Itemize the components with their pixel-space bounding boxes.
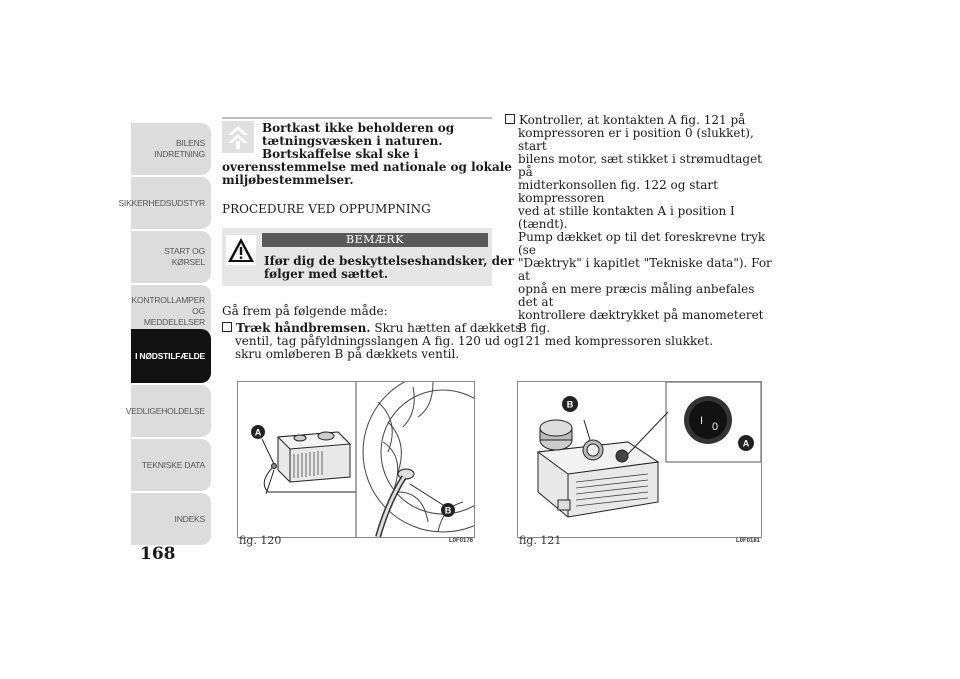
label-b-121: B xyxy=(566,399,574,410)
label-b-120: B xyxy=(444,505,452,516)
switch-label-1: I xyxy=(700,415,704,427)
text-line: "Dæktryk" i kapitlet "Tekniske data"). For at xyxy=(518,256,772,283)
label-a-120: A xyxy=(254,427,262,438)
procedure-heading: PROCEDURE VED OPPUMPNING xyxy=(222,202,431,216)
step-text: Skru hætten af dækkets xyxy=(370,321,522,335)
text-line: tætningsvæsken i naturen. xyxy=(262,134,443,148)
tab-label: SIKKERHEDSUDSTYR xyxy=(118,197,205,208)
tab-vedligeholdelse[interactable] xyxy=(125,385,211,437)
text-line: miljøbestemmelser. xyxy=(222,173,354,187)
note-text xyxy=(264,255,514,281)
tab-i-nodstilfaelde[interactable] xyxy=(131,329,211,383)
figure-121-caption: fig. 121 xyxy=(519,534,562,547)
text-line: overensstemmelse med nationale og lokale xyxy=(222,160,512,174)
tab-tekniske-data[interactable] xyxy=(131,439,211,491)
text-line: 121 med kompressoren slukket. xyxy=(518,334,714,348)
figure-120 xyxy=(237,381,475,538)
tab-label: BILENS xyxy=(175,138,205,148)
switch-label-0: 0 xyxy=(712,421,719,433)
figure-121-code: L0F0181 xyxy=(736,538,761,544)
page-number: 168 xyxy=(140,544,176,564)
text-line: kompressoren er i position 0 (slukket), start xyxy=(518,126,754,153)
text-line: Ifør dig de beskyttelseshandsker, der xyxy=(264,254,514,268)
text-line: Bortkast ikke beholderen og xyxy=(262,121,455,135)
tab-label: START OG KØRSEL xyxy=(164,246,205,267)
text-line: ved at stille kontakten A i position I (tændt). xyxy=(518,204,735,231)
tab-label: INDEKS xyxy=(174,513,205,524)
warning-triangle-icon xyxy=(226,235,256,265)
tab-label: TEKNISKE DATA xyxy=(141,459,205,470)
note-label: BEMÆRK xyxy=(262,233,488,247)
checkbox-bullet-icon xyxy=(505,114,515,124)
intro-text: Gå frem på følgende måde: xyxy=(222,304,388,318)
text-line: Pump dækket op til det foreskrevne tryk (se xyxy=(518,230,766,257)
label-a-121: A xyxy=(742,438,750,449)
tab-label: KONTROLLAMPER xyxy=(131,294,205,305)
checkbox-bullet-icon xyxy=(222,322,232,332)
text-line: kontrollere dæktrykket på manometeret B fig. xyxy=(518,308,764,335)
env-warning-text-cont xyxy=(222,161,512,187)
section-divider xyxy=(222,117,492,119)
env-warning-text xyxy=(262,122,454,161)
text-line: skru omløberen B på dækkets ventil. xyxy=(235,347,460,361)
tab-label: VEDLIGEHOLDELSE xyxy=(125,405,205,416)
tab-label: INDRETNING xyxy=(154,149,205,159)
compressor-switch-illustration xyxy=(518,382,761,537)
figure-120-code: L0F0176 xyxy=(449,538,474,544)
text-line: opnå en mere præcis måling anbefales det at xyxy=(518,282,755,309)
text-line: bilens motor, sæt stikket i strømudtaget på xyxy=(518,152,762,179)
tab-sikkerhedsudstyr[interactable] xyxy=(118,177,211,229)
text-line: midterkonsollen fig. 122 og start kompressoren xyxy=(518,178,718,205)
text-line: ventil, tag påfyldningsslangen A fig. 120 ud og xyxy=(235,334,519,348)
environment-icon xyxy=(222,121,254,153)
step-1 xyxy=(222,322,521,361)
tab-bilens-indretning[interactable] xyxy=(131,123,211,175)
text-line: Kontroller, at kontakten A fig. 121 på xyxy=(519,113,746,127)
tab-label: I NØDSTILFÆLDE xyxy=(135,350,205,361)
step-bold-text: Træk håndbremsen. xyxy=(236,321,371,335)
tab-start-og-korsel[interactable] xyxy=(131,231,211,283)
text-line: følger med sættet. xyxy=(264,267,389,281)
tab-indeks[interactable] xyxy=(131,493,211,545)
text-line: Bortskaffelse skal ske i xyxy=(262,147,419,161)
figure-121 xyxy=(517,381,762,538)
figure-120-caption: fig. 120 xyxy=(239,534,282,547)
compressor-hose-illustration xyxy=(238,382,474,537)
step-2 xyxy=(505,114,775,348)
tab-label: OG MEDDELELSER xyxy=(143,305,205,327)
